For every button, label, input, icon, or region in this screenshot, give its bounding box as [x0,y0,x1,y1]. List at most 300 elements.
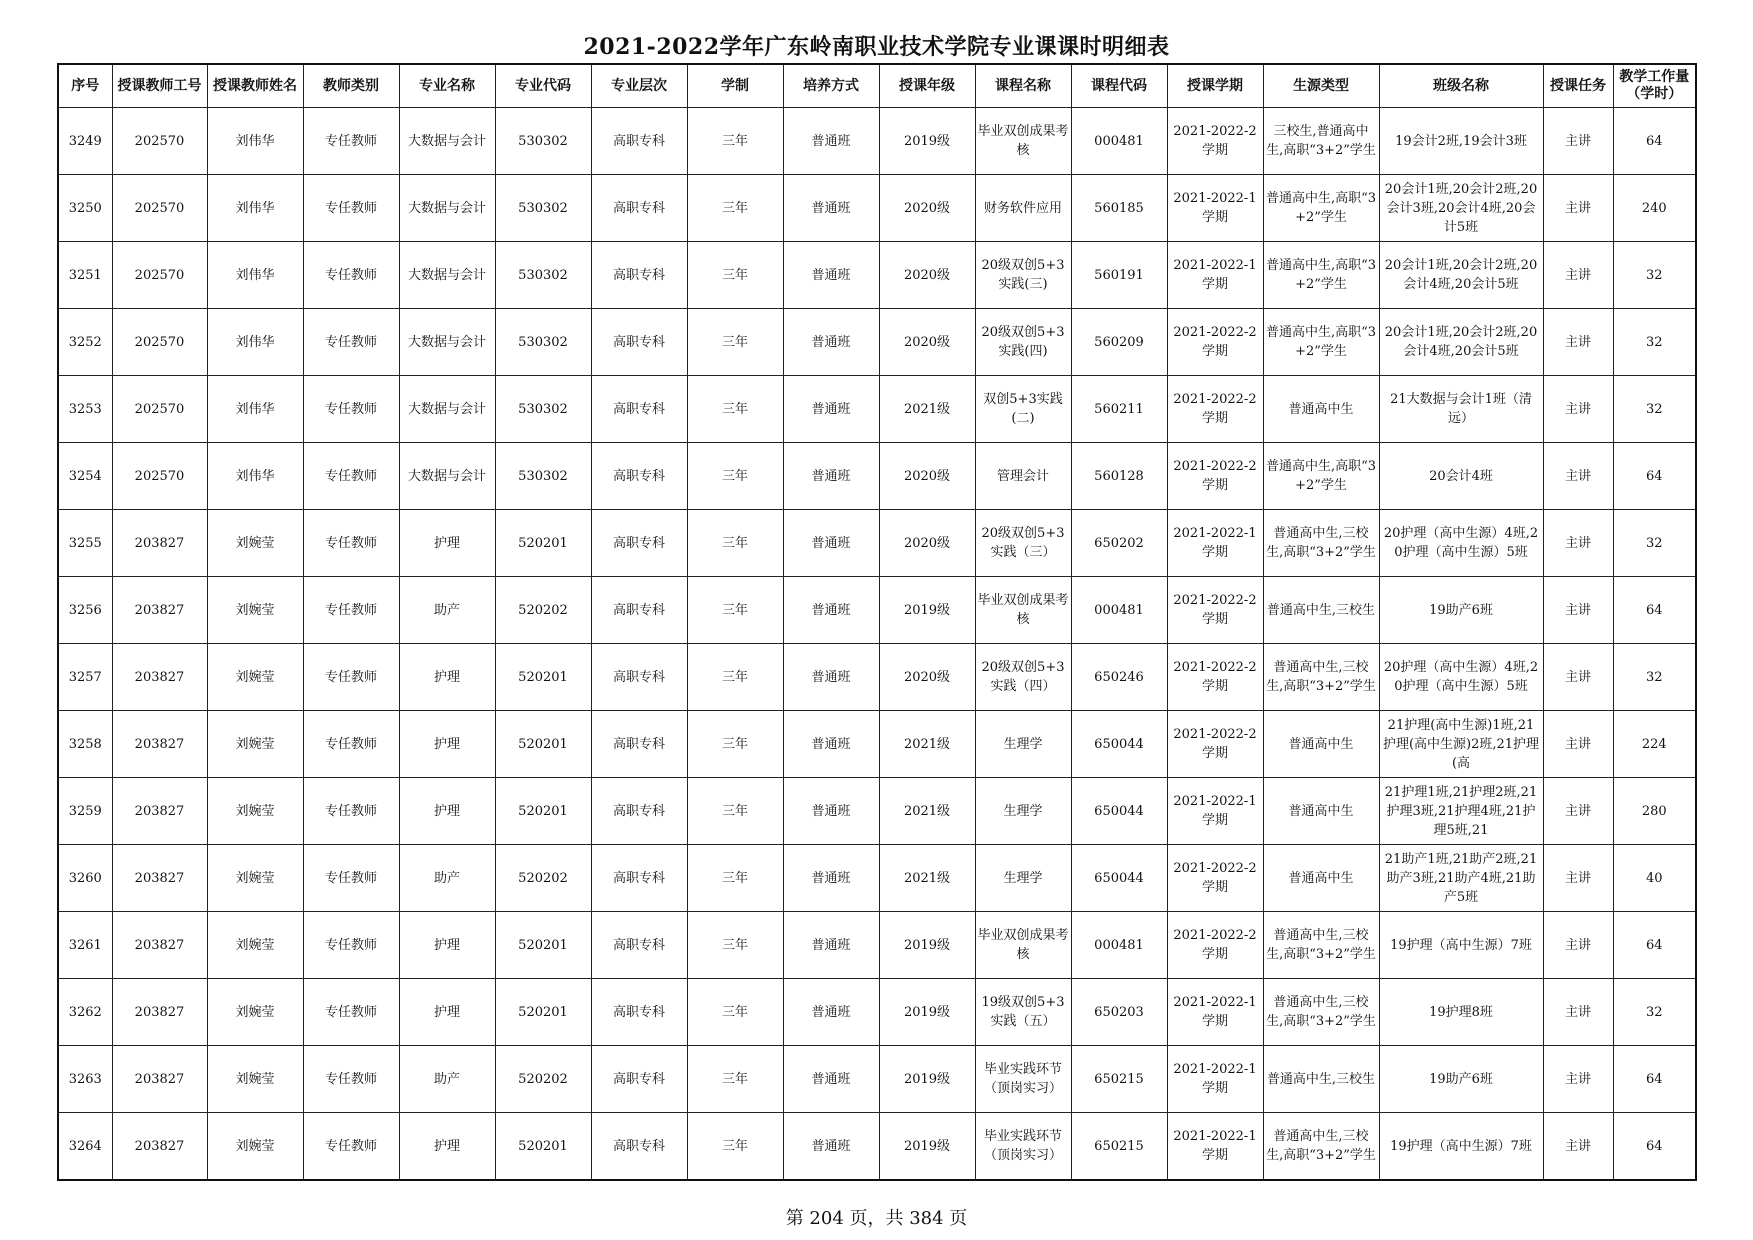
cell-text: 普通班 [811,1004,851,1020]
cell-text: 64 [1645,602,1663,618]
table-cell [1071,644,1167,711]
cell-text: 普通高中生,三校生,高职“3+2”学生 [1266,995,1376,1029]
cell-text: 三年 [721,267,748,283]
table-row [58,711,1696,778]
cell-text: 普通班 [811,736,851,752]
table-cell [1263,644,1379,711]
page-title: 2021-2022学年广东岭南职业技术学院专业课课时明细表 [583,34,1170,60]
table-cell [399,108,495,175]
table-cell [58,1046,112,1113]
cell-text: 530302 [518,334,568,350]
table-cell [399,577,495,644]
table-cell [1613,711,1696,778]
cell-text: 主讲 [1564,133,1591,149]
table-cell [591,309,687,376]
cell-text: 管理会计 [996,468,1049,484]
table-cell [207,1113,303,1181]
table-cell [112,778,207,845]
cell-text: 2020级 [903,200,951,216]
table-cell [783,376,879,443]
table-cell [303,1113,399,1181]
table-row [58,376,1696,443]
table-cell [975,108,1071,175]
table-cell [1543,108,1613,175]
table-cell [112,577,207,644]
table-cell [1167,711,1263,778]
cell-text: 主讲 [1564,1004,1591,1020]
table-cell [1543,644,1613,711]
table-cell [1379,845,1543,912]
table-cell [879,979,975,1046]
table-cell [783,309,879,376]
cell-text: 520201 [518,1004,568,1020]
cell-text: 203827 [134,1071,185,1087]
cell-text: 19护理（高中生源）7班 [1390,1138,1532,1154]
cell-text: 32 [1645,334,1663,350]
cell-text: 21护理(高中生源)1班,21护理(高中生源)2班,21护理(高 [1382,717,1540,771]
table-cell [591,376,687,443]
table-cell [207,912,303,979]
course-hours-table [57,63,1697,1181]
column-header: 授课年级 [879,64,975,108]
table-cell [1263,1113,1379,1181]
cell-text: 650203 [1094,1004,1144,1020]
table-cell [879,108,975,175]
column-header: 授课任务 [1543,64,1613,108]
table-cell [495,979,591,1046]
table-cell [783,577,879,644]
cell-text: 大数据与会计 [407,334,486,350]
cell-text: 三年 [721,937,748,953]
cell-text: 203827 [134,535,185,551]
cell-text: 3260 [68,870,102,886]
cell-text: 560191 [1094,267,1144,283]
cell-text: 主讲 [1564,401,1591,417]
table-cell [591,711,687,778]
table-cell [1071,443,1167,510]
cell-text: 3256 [68,602,102,618]
table-cell [591,778,687,845]
table-cell [1543,175,1613,242]
table-cell [879,912,975,979]
table-cell [1379,711,1543,778]
table-cell [1263,577,1379,644]
cell-text: 三年 [721,133,748,149]
cell-text: 普通高中生,三校生,高职“3+2”学生 [1266,1129,1376,1163]
table-cell [687,912,783,979]
table-cell [975,443,1071,510]
table-cell [495,1113,591,1181]
cell-text: 高职专科 [612,870,665,886]
cell-text: 3263 [68,1071,102,1087]
table-cell [112,108,207,175]
cell-text: 主讲 [1564,334,1591,350]
table-cell [1543,242,1613,309]
table-cell [591,644,687,711]
table-row [58,1046,1696,1113]
cell-text: 双创5+3实践(二) [983,392,1063,426]
cell-text: 刘婉莹 [235,535,275,551]
cell-text: 2021-2022-2学期 [1173,325,1257,359]
table-cell [112,644,207,711]
table-row [58,242,1696,309]
table-cell [783,778,879,845]
table-cell [1613,979,1696,1046]
cell-text: 主讲 [1564,736,1591,752]
cell-text: 高职专科 [612,535,665,551]
cell-text: 650215 [1094,1138,1144,1154]
table-cell [1263,309,1379,376]
cell-text: 280 [1641,803,1667,819]
cell-text: 2019级 [903,1138,951,1154]
column-header: 授课教师姓名 [207,64,303,108]
cell-text: 护理 [433,1138,460,1154]
table-cell [1379,1046,1543,1113]
table-row [58,175,1696,242]
cell-text: 普通班 [811,200,851,216]
table-row [58,108,1696,175]
table-cell [591,845,687,912]
table-cell [1379,242,1543,309]
cell-text: 2021-2022-1学期 [1173,258,1257,292]
table-cell [975,845,1071,912]
cell-text: 530302 [518,401,568,417]
cell-text: 普通班 [811,334,851,350]
table-cell [1167,242,1263,309]
table-cell [975,376,1071,443]
table-cell [303,711,399,778]
table-cell [1167,979,1263,1046]
cell-text: 20护理（高中生源）4班,20护理（高中生源）5班 [1383,660,1539,694]
cell-text: 64 [1645,468,1663,484]
column-header: 专业代码 [495,64,591,108]
table-cell [1613,1113,1696,1181]
table-cell [783,1113,879,1181]
cell-text: 刘伟华 [235,468,275,484]
table-cell [591,1046,687,1113]
table-cell [58,108,112,175]
table-cell [112,510,207,577]
cell-text: 2021-2022-1学期 [1173,995,1257,1029]
cell-text: 高职专科 [612,1138,665,1154]
cell-text: 2020级 [903,468,951,484]
table-cell [783,242,879,309]
table-cell [975,778,1071,845]
table-cell [879,644,975,711]
table-cell [1543,443,1613,510]
table-cell [303,242,399,309]
table-cell [687,644,783,711]
table-cell [687,711,783,778]
table-cell [1379,108,1543,175]
cell-text: 普通高中生 [1288,401,1354,417]
table-cell [687,979,783,1046]
page-footer: 第 204 页，共 384 页 [785,1208,968,1229]
cell-text: 三年 [721,870,748,886]
table-cell [879,1113,975,1181]
cell-text: 高职专科 [612,602,665,618]
table-cell [1071,309,1167,376]
table-cell [1167,510,1263,577]
cell-text: 560185 [1094,200,1144,216]
cell-text: 普通高中生,三校生 [1266,1071,1376,1087]
cell-text: 主讲 [1564,535,1591,551]
cell-text: 毕业实践环节（顶岗实习） [983,1129,1062,1163]
table-cell [1379,644,1543,711]
cell-text: 64 [1645,937,1663,953]
cell-text: 普通高中生,三校生,高职“3+2”学生 [1266,928,1376,962]
cell-text: 大数据与会计 [407,133,486,149]
cell-text: 20会计1班,20会计2班,20会计3班,20会计4班,20会计5班 [1384,181,1538,235]
cell-text: 32 [1645,535,1663,551]
cell-text: 20级双创5+3实践(四) [981,325,1065,359]
cell-text: 三年 [721,803,748,819]
table-cell [495,108,591,175]
table-cell [1167,644,1263,711]
cell-text: 专任教师 [324,535,377,551]
table-cell [207,175,303,242]
table-cell [112,1046,207,1113]
table-cell [1071,577,1167,644]
table-cell [1263,443,1379,510]
table-cell [207,979,303,1046]
cell-text: 530302 [518,133,568,149]
cell-text: 560128 [1094,468,1144,484]
table-cell [58,309,112,376]
cell-text: 3257 [68,669,102,685]
cell-text: 203827 [134,736,185,752]
cell-text: 19会计2班,19会计3班 [1395,133,1527,149]
cell-text: 普通班 [811,870,851,886]
table-cell [1379,577,1543,644]
cell-text: 000481 [1094,602,1144,618]
table-cell [1613,242,1696,309]
table-cell [1543,1113,1613,1181]
table-cell [399,510,495,577]
table-cell [879,309,975,376]
cell-text: 520201 [518,736,568,752]
table-cell [1167,1113,1263,1181]
table-cell [879,845,975,912]
table-cell [1543,845,1613,912]
cell-text: 毕业双创成果考核 [977,593,1069,627]
table-cell [112,175,207,242]
cell-text: 3262 [68,1004,102,1020]
table-row [58,309,1696,376]
table-cell [1263,1046,1379,1113]
table-cell [303,577,399,644]
table-cell [58,778,112,845]
table-cell [879,577,975,644]
cell-text: 三年 [721,334,748,350]
cell-text: 000481 [1094,937,1144,953]
cell-text: 520202 [518,602,568,618]
cell-text: 3250 [68,200,102,216]
table-cell [1543,979,1613,1046]
table-cell [1263,510,1379,577]
table-cell [783,443,879,510]
table-cell [207,778,303,845]
cell-text: 32 [1645,401,1663,417]
table-cell [1543,711,1613,778]
cell-text: 普通高中生,三校生,高职“3+2”学生 [1266,660,1376,694]
cell-text: 21护理1班,21护理2班,21护理3班,21护理4班,21护理5班,21 [1384,784,1538,838]
table-cell [495,644,591,711]
table-cell [1071,175,1167,242]
table-cell [495,711,591,778]
table-cell [1071,376,1167,443]
cell-text: 普通高中生,高职“3+2”学生 [1265,191,1377,225]
cell-text: 高职专科 [612,1071,665,1087]
table-cell [303,443,399,510]
table-cell [1263,711,1379,778]
cell-text: 650044 [1094,870,1144,886]
cell-text: 2021级 [903,401,951,417]
table-cell [58,443,112,510]
column-header: 课程名称 [975,64,1071,108]
table-cell [687,175,783,242]
cell-text: 203827 [134,1004,185,1020]
cell-text: 专任教师 [324,1071,377,1087]
cell-text: 000481 [1094,133,1144,149]
cell-text: 520201 [518,535,568,551]
table-cell [58,175,112,242]
cell-text: 2019级 [903,133,951,149]
table-cell [399,845,495,912]
table-cell [495,1046,591,1113]
cell-text: 202570 [134,468,185,484]
cell-text: 202570 [134,200,185,216]
table-cell [303,912,399,979]
cell-text: 2021-2022-2学期 [1173,459,1257,493]
cell-text: 普通班 [811,267,851,283]
table-row [58,644,1696,711]
cell-text: 毕业双创成果考核 [977,124,1069,158]
column-header: 培养方式 [783,64,879,108]
cell-text: 主讲 [1564,669,1591,685]
cell-text: 203827 [134,803,185,819]
table-cell [399,979,495,1046]
table-cell [1379,912,1543,979]
cell-text: 普通班 [811,133,851,149]
cell-text: 生理学 [1003,736,1043,752]
table-cell [1543,376,1613,443]
table-cell [112,1113,207,1181]
table-cell [303,376,399,443]
cell-text: 刘婉莹 [235,602,275,618]
cell-text: 20级双创5+3实践（三） [981,526,1065,560]
cell-text: 毕业双创成果考核 [977,928,1069,962]
table-cell [1071,778,1167,845]
cell-text: 3258 [68,736,102,752]
cell-text: 专任教师 [324,334,377,350]
cell-text: 520202 [518,870,568,886]
table-row [58,443,1696,510]
cell-text: 650215 [1094,1071,1144,1087]
cell-text: 530302 [518,468,568,484]
cell-text: 专任教师 [324,133,377,149]
cell-text: 普通班 [811,468,851,484]
table-cell [687,577,783,644]
table-cell [879,1046,975,1113]
cell-text: 2020级 [903,669,951,685]
table-row [58,845,1696,912]
cell-text: 高职专科 [612,133,665,149]
table-cell [975,711,1071,778]
cell-text: 3254 [68,468,102,484]
cell-text: 高职专科 [612,200,665,216]
table-cell [112,242,207,309]
table-cell [58,644,112,711]
table-cell [207,108,303,175]
cell-text: 大数据与会计 [407,200,486,216]
cell-text: 三年 [721,602,748,618]
cell-text: 普通班 [811,401,851,417]
table-cell [399,711,495,778]
cell-text: 主讲 [1564,803,1591,819]
cell-text: 刘婉莹 [235,803,275,819]
column-header: 授课教师工号 [112,64,207,108]
cell-text: 大数据与会计 [407,267,486,283]
cell-text: 三年 [721,200,748,216]
table-row [58,1113,1696,1181]
cell-text: 高职专科 [612,669,665,685]
table-cell [207,443,303,510]
cell-text: 护理 [433,1004,460,1020]
cell-text: 主讲 [1564,267,1591,283]
table-cell [1071,912,1167,979]
table-cell [1071,845,1167,912]
cell-text: 护理 [433,736,460,752]
cell-text: 520201 [518,803,568,819]
table-cell [1167,845,1263,912]
table-cell [1167,376,1263,443]
table-header-row [58,64,1696,108]
cell-text: 202570 [134,334,185,350]
cell-text: 64 [1645,1138,1663,1154]
table-cell [399,778,495,845]
table-cell [1613,1046,1696,1113]
cell-text: 2021-2022-1学期 [1173,526,1257,560]
column-header: 生源类型 [1263,64,1379,108]
cell-text: 三校生,普通高中生,高职“3+2”学生 [1266,124,1376,158]
cell-text: 三年 [721,1004,748,1020]
cell-text: 主讲 [1564,200,1591,216]
table-cell [975,577,1071,644]
cell-text: 2021-2022-1学期 [1173,191,1257,225]
column-header: 班级名称 [1379,64,1543,108]
cell-text: 3252 [68,334,102,350]
table-cell [879,778,975,845]
cell-text: 2020级 [903,535,951,551]
cell-text: 生理学 [1003,803,1043,819]
table-cell [975,242,1071,309]
cell-text: 专任教师 [324,602,377,618]
table-cell [1613,644,1696,711]
table-cell [58,242,112,309]
cell-text: 专任教师 [324,1004,377,1020]
table-cell [1263,108,1379,175]
cell-text: 护理 [433,535,460,551]
cell-text: 三年 [721,401,748,417]
table-cell [303,1046,399,1113]
table-cell [1167,175,1263,242]
table-cell [783,845,879,912]
cell-text: 高职专科 [612,803,665,819]
cell-text: 专任教师 [324,401,377,417]
table-cell [591,108,687,175]
cell-text: 2021-2022-2学期 [1173,660,1257,694]
